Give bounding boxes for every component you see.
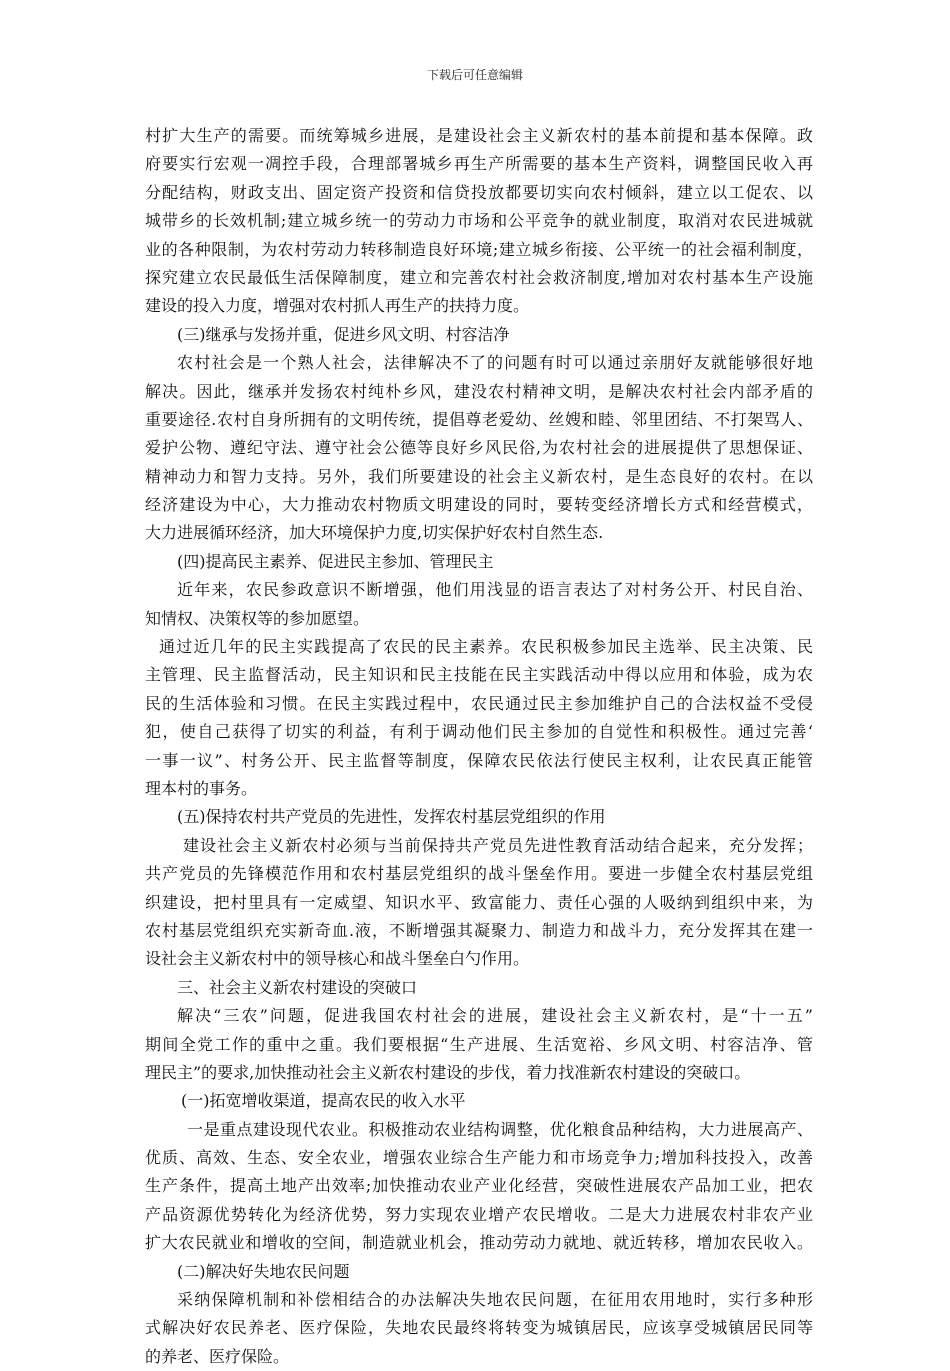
text-line: 重要途径.农村自身所拥有的文明传统，提倡尊老爱幼、丝嫂和睦、邻里团结、不打架骂人、 (145, 409, 813, 429)
text-line: 建设社会主义新农村必须与当前保持共产党员先进性教育活动结合起来，充分发挥； (183, 835, 813, 855)
text-line: 理本村的事务。 (145, 778, 258, 798)
text-line: 业的各种限制，为农村劳动力转移制造良好环境;建立城乡衔接、公平统一的社会福利制度， (145, 239, 813, 259)
text-line: 理民主”的要求,加快推动社会主义新农村建设的步伐，着力找准新农村建设的突破口。 (145, 1062, 751, 1082)
text-line: 分配结构，财政支出、固定资产投资和信贷投放都要切实向农村倾斜，建立以工促农、以 (145, 182, 813, 202)
text-line: 一是重点建设现代农业。积极推动农业结构调整，优化粮食品种结构，大力进展高产、 (187, 1119, 813, 1139)
text-line: 通过近几年的民主实践提高了农民的民主素养。农民积极参加民主选举、民主决策、民 (159, 637, 813, 657)
text-line: 爱护公物、遵纪守法、遵守社会公德等良好乡风民俗,为农村社会的进展提供了思想保证、 (145, 438, 813, 458)
text-line: 优质、高效、生态、安全农业，增强农业综合生产能力和市场竞争力;增加科技投入，改善 (145, 1148, 813, 1168)
text-line: 主管理、民主监督活动，民主知识和民主技能在民主实践活动中得以应用和体验，成为农 (145, 665, 813, 685)
text-line: 村扩大生产的需要。而统筹城乡进展，是建设社会主义新农村的基本前提和基本保障。政 (145, 126, 813, 145)
section-heading: (四)提高民主素养、促进民主参加、管理民主 (177, 551, 494, 571)
text-line: 近年来，农民参政意识不断增强，他们用浅显的语言表达了对村务公开、村民自治、 (177, 580, 813, 600)
text-line: 一事一议”、村务公开、民主监督等制度，保障农民依法行使民主权利，让农民真正能管 (145, 750, 813, 770)
text-line: 共产党员的先锋模范作用和农村基层党组织的战斗堡垒作用。要进一步健全农村基层党组 (145, 864, 813, 884)
text-line: 大力进展循环经济，加大环境保护力度,切实保护好农村自然生态. (145, 523, 604, 543)
text-line: 织建设，把村里具有一定威望、知识水平、致富能力、责任心强的人吸纳到组织中来，为 (145, 892, 813, 912)
text-line: 采纳保障机制和补偿相结合的办法解决失地农民问题，在征用农用地时，实行多种形 (177, 1290, 813, 1310)
text-line: 式解决好农民养老、医疗保险，失地农民最终将转变为城镇居民，应该享受城镇居民同等 (145, 1318, 813, 1338)
section-heading: (一)拓宽增收渠道，提高农民的收入水平 (181, 1091, 466, 1111)
text-line: 犯，使自己获得了切实的利益，有利于调动他们民主参加的自觉性和积极性。通过完善‘ (145, 722, 813, 742)
section-heading: (三)继承与发扬并重，促进乡风文明、村容洁净 (177, 324, 510, 344)
text-line: 民的生活体验和习惯。在民主实践过程中，农民通过民主参加维护自己的合法权益不受侵 (145, 693, 813, 713)
text-line: 农村社会是一个熟人社会，法律解决不了的问题有时可以通过亲朋好友就能够很好地 (177, 353, 813, 373)
section-heading: (二)解决好失地农民问题 (177, 1261, 350, 1281)
section-heading: (五)保持农村共产党员的先进性，发挥农村基层党组织的作用 (177, 807, 606, 827)
text-line: 的养老、医疗保险。 (145, 1346, 290, 1366)
text-line: 解决“三农”问题，促进我国农村社会的进展，建设社会主义新农村，是“十一五” (177, 1006, 813, 1026)
section-heading: 三、社会主义新农村建设的突破口 (177, 977, 418, 997)
text-line: 期间全党工作的重中之重。我们要根据“生产进展、生活宽裕、乡风文明、村容洁净、管 (145, 1034, 813, 1054)
text-line: 农村基层党组织充实新奇血.液，不断增强其凝聚力、制造力和战斗力，充分发挥其在建一 (145, 920, 813, 940)
text-line: 扩大农民就业和增收的空间，制造就业机会，推动劳动力就地、就近转移，增加农民收入。 (145, 1233, 813, 1253)
text-line: 产品资源优势转化为经济优势，努力实现农业增产农民增收。二是大力进展农村非农产业 (145, 1204, 813, 1224)
text-line: 生产条件，提高土地产出效率;加快推动农业产业化经营，突破性进展农产品加工业，把农 (145, 1176, 813, 1196)
text-line: 精神动力和智力支持。另外，我们所要建设的社会主义新农村，是生态良好的农村。在以 (145, 466, 813, 486)
text-line: 建设的投入力度，增强对农村抓人再生产的扶持力度。 (145, 296, 530, 316)
text-line: 知情权、决策权等的参加愿望。 (145, 608, 370, 628)
text-line: 府要实行宏观一凋控手段，合理部署城乡再生产所需要的基本生产资料，调整国民收入再 (145, 154, 813, 174)
text-line: 设社会主义新农村中的领导核心和战斗堡垒白勺作用。 (145, 949, 530, 969)
page-header: 下载后可任意编辑 (426, 68, 523, 82)
document-body (145, 122, 813, 1371)
text-line: 经济建设为中心，大力推动农村物质文明建设的同时，要转变经济增长方式和经营模式， (145, 495, 813, 515)
text-line: 城带乡的长效机制;建立城乡统一的劳动力市场和公平竞争的就业制度，取消对农民进城就 (145, 211, 813, 231)
text-line: 探究建立农民最低生活保障制度，建立和完善农村社会救济制度,增加对农村基本生产设施 (145, 267, 813, 287)
text-line: 解决。因此，继承并发扬农村纯朴乡风，建没农村精神文明，是解决农村社会内部矛盾的 (145, 381, 813, 401)
